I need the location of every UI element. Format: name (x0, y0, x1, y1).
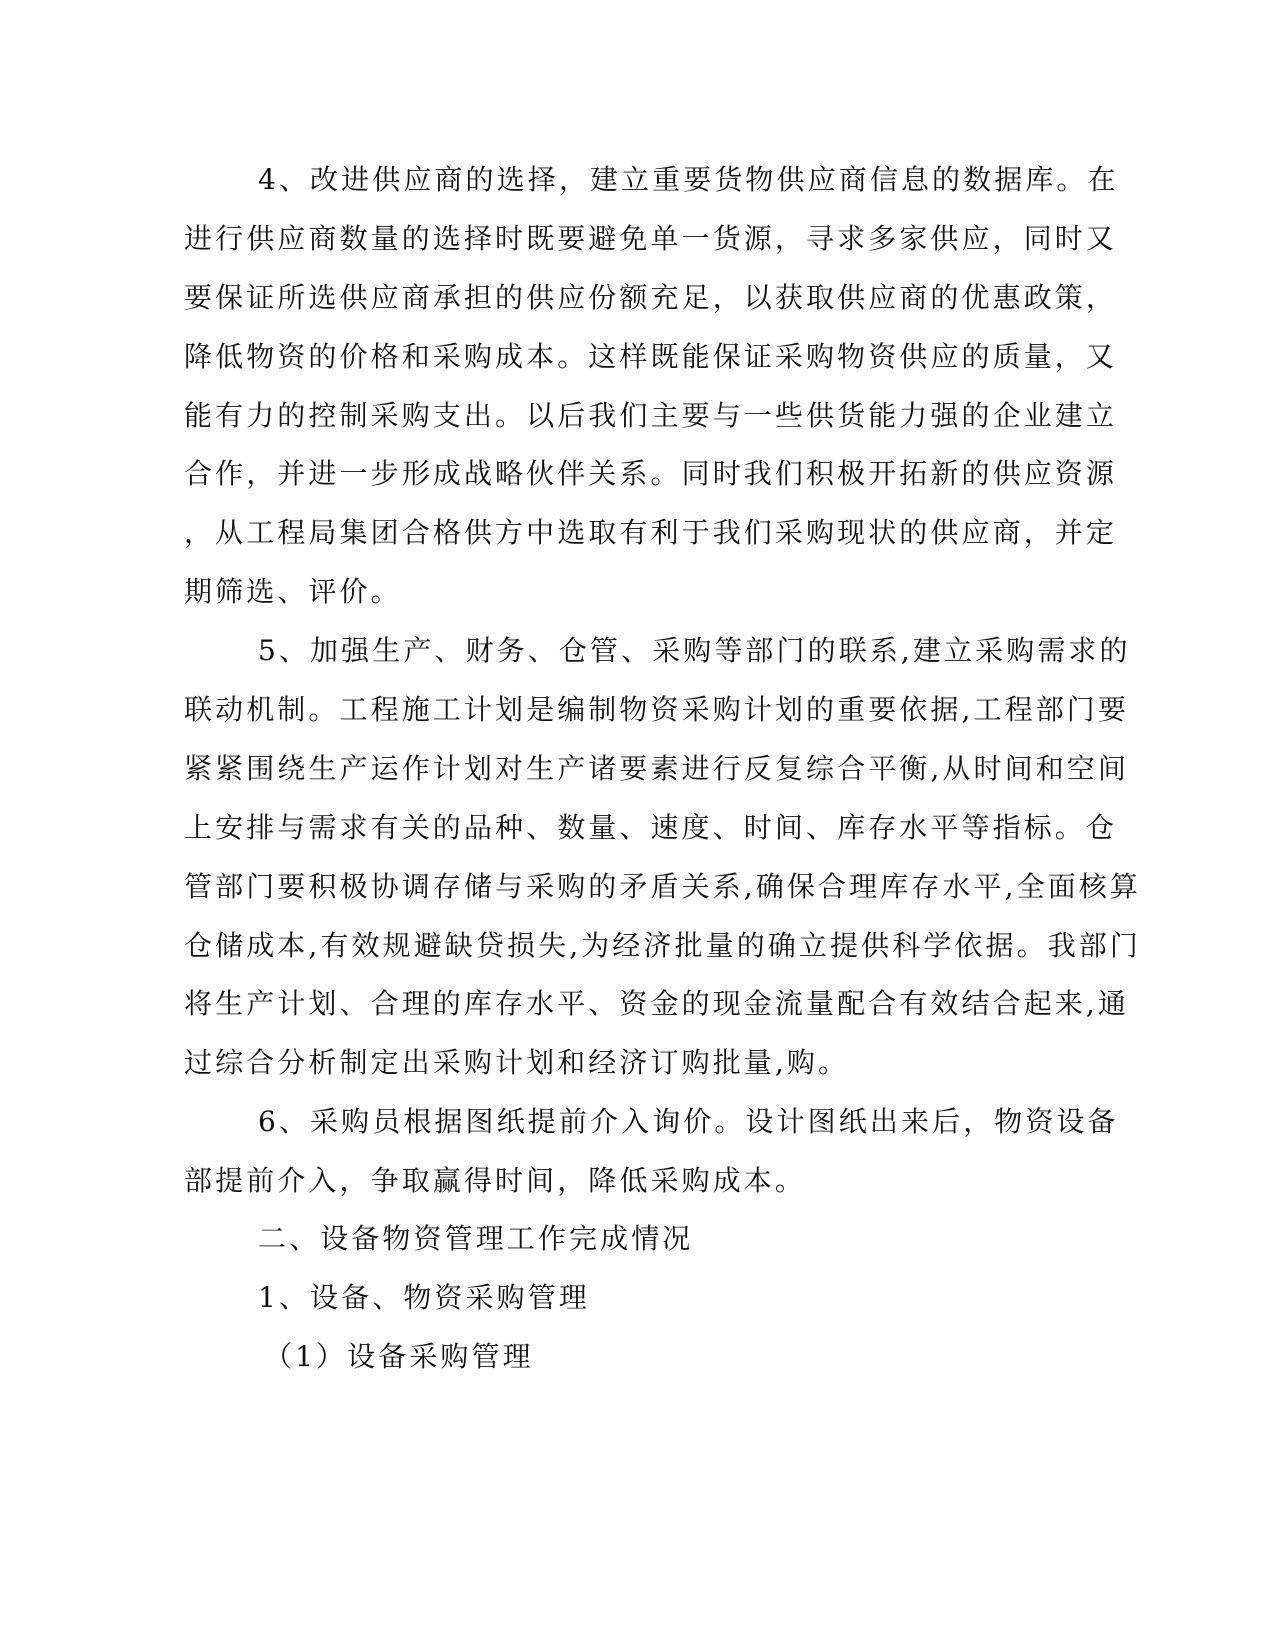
paragraph-5-line-3: 紧紧围绕生产运作计划对生产诸要素进行反复综合平衡,从时间和空间 (184, 752, 1130, 785)
paragraph-5-line-1: 5、加强生产、财务、仓管、采购等部门的联系,建立采购需求的 (258, 634, 1131, 667)
paragraph-6-line-2: 部提前介入，争取赢得时间，降低采购成本。 (184, 1164, 807, 1197)
paragraph-5-line-8: 过综合分析制定出采购计划和经济订购批量,购。 (184, 1046, 850, 1079)
paragraph-4-line-7: ，从工程局集团合格供方中选取有利于我们采购现状的供应商，并定 (184, 516, 1118, 549)
paragraph-6-line-1: 6、采购员根据图纸提前介入询价。设计图纸出来后，物资设备 (258, 1105, 1119, 1138)
paragraph-4-line-1: 4、改进供应商的选择，建立重要货物供应商信息的数据库。在 (258, 163, 1119, 196)
paragraph-4-line-4: 降低物资的价格和采购成本。这样既能保证采购物资供应的质量，又 (184, 340, 1118, 373)
subsection-heading: 1、设备、物资采购管理 (258, 1281, 590, 1314)
sub-subsection-heading: （1）设备采购管理 (264, 1340, 534, 1373)
paragraph-4-line-5: 能有力的控制采购支出。以后我们主要与一些供货能力强的企业建立 (184, 399, 1118, 432)
paragraph-5-line-4: 上安排与需求有关的品种、数量、速度、时间、库存水平等指标。仓 (184, 811, 1118, 844)
paragraph-5-line-6: 仓储成本,有效规避缺贷损失,为经济批量的确立提供科学依据。我部门 (184, 929, 1142, 962)
paragraph-5-line-5: 管部门要积极协调存储与采购的矛盾关系,确保合理库存水平,全面核算 (184, 870, 1142, 903)
paragraph-4-line-2: 进行供应商数量的选择时既要避免单一货源，寻求多家供应，同时又 (184, 222, 1118, 255)
paragraph-4-line-3: 要保证所选供应商承担的供应份额充足，以获取供应商的优惠政策， (184, 281, 1118, 314)
paragraph-4-line-8: 期筛选、评价。 (184, 575, 402, 608)
section-heading: 二、设备物资管理工作完成情况 (258, 1222, 694, 1255)
paragraph-4-line-6: 合作，并进一步形成战略伙伴关系。同时我们积极开拓新的供应资源 (184, 457, 1118, 490)
paragraph-5-line-7: 将生产计划、合理的库存水平、资金的现金流量配合有效结合起来,通 (184, 987, 1130, 1020)
paragraph-5-line-2: 联动机制。工程施工计划是编制物资采购计划的重要依据,工程部门要 (184, 693, 1130, 726)
